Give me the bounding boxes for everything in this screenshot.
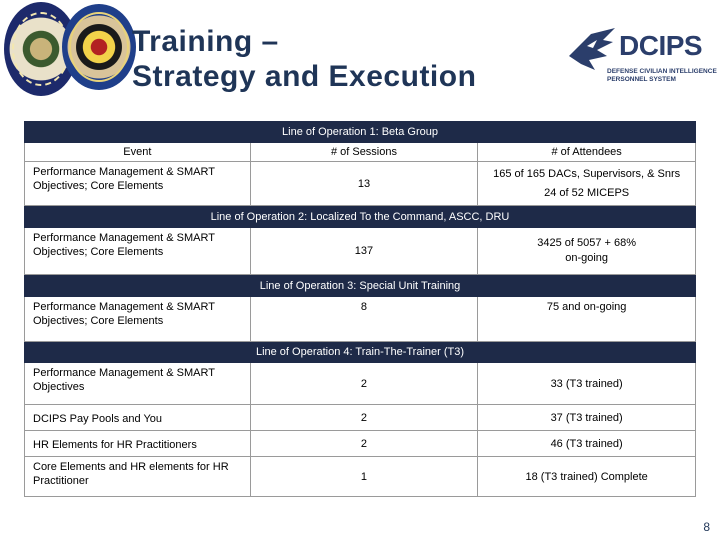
sessions-cell: 2 [250,405,478,431]
sessions-cell: 1 [250,457,478,497]
sessions-cell: 2 [250,363,478,405]
slide-title [132,24,476,94]
attendees-cell: 37 (T3 trained) [478,405,696,431]
title-line-1: Training – [132,25,279,58]
event-cell: Performance Management & SMART Objectives; Core Elements [25,297,251,342]
attendees-line-2: 24 of 52 MICEPS [544,186,630,199]
training-table [24,121,696,497]
table-row [25,363,696,405]
event-cell: Core Elements and HR elements for HR Practitioner [25,457,251,497]
line-of-operation-2-header: Line of Operation 2: Localized To the Command, ASCC, DRU [25,206,696,228]
attendees-line-1: 3425 of 5057 + 68% [537,237,637,249]
eagle-icon [567,26,617,74]
event-cell: Performance Management & SMART Objectives; Core Elements [25,162,251,206]
event-cell: Performance Management & SMART Objectives; Core Elements [25,228,251,275]
table-row [25,162,696,206]
attendees-line-1: 165 of 165 DACs, Supervisors, & Snrs [493,167,681,180]
dcips-logo-subtitle: DEFENSE CIVILIAN INTELLIGENCE PERSONNEL SYSTEM [607,68,717,83]
title-line-2: Strategy and Execution [132,60,477,93]
attendees-cell [478,162,696,206]
dcips-logo-text: DCIPS [619,30,703,61]
column-header-event: Event [25,143,251,162]
column-header-attendees: # of Attendees [478,143,696,162]
sessions-cell: 137 [250,228,478,275]
table-row [25,228,696,275]
g1-seal-logo [62,4,136,90]
attendees-cell: 33 (T3 trained) [478,363,696,405]
table-row [25,297,696,342]
attendees-cell [478,228,696,275]
page-number: 8 [703,520,710,534]
attendees-cell: 18 (T3 trained) Complete [478,457,696,497]
table-row [25,457,696,497]
event-cell: HR Elements for HR Practitioners [25,431,251,457]
attendees-line-2: on-going [565,252,609,264]
column-header-sessions: # of Sessions [250,143,478,162]
attendees-cell: 75 and on-going [478,297,696,342]
dcips-logo [567,22,717,102]
event-cell: DCIPS Pay Pools and You [25,405,251,431]
line-of-operation-3-header: Line of Operation 3: Special Unit Training [25,275,696,297]
table-row [25,405,696,431]
attendees-cell: 46 (T3 trained) [478,431,696,457]
table-row [25,431,696,457]
sessions-cell: 2 [250,431,478,457]
sessions-cell: 8 [250,297,478,342]
line-of-operation-1-header: Line of Operation 1: Beta Group [25,122,696,143]
line-of-operation-4-header: Line of Operation 4: Train-The-Trainer (T3) [25,342,696,363]
sessions-cell: 13 [250,162,478,206]
event-cell: Performance Management & SMART Objectives [25,363,251,405]
